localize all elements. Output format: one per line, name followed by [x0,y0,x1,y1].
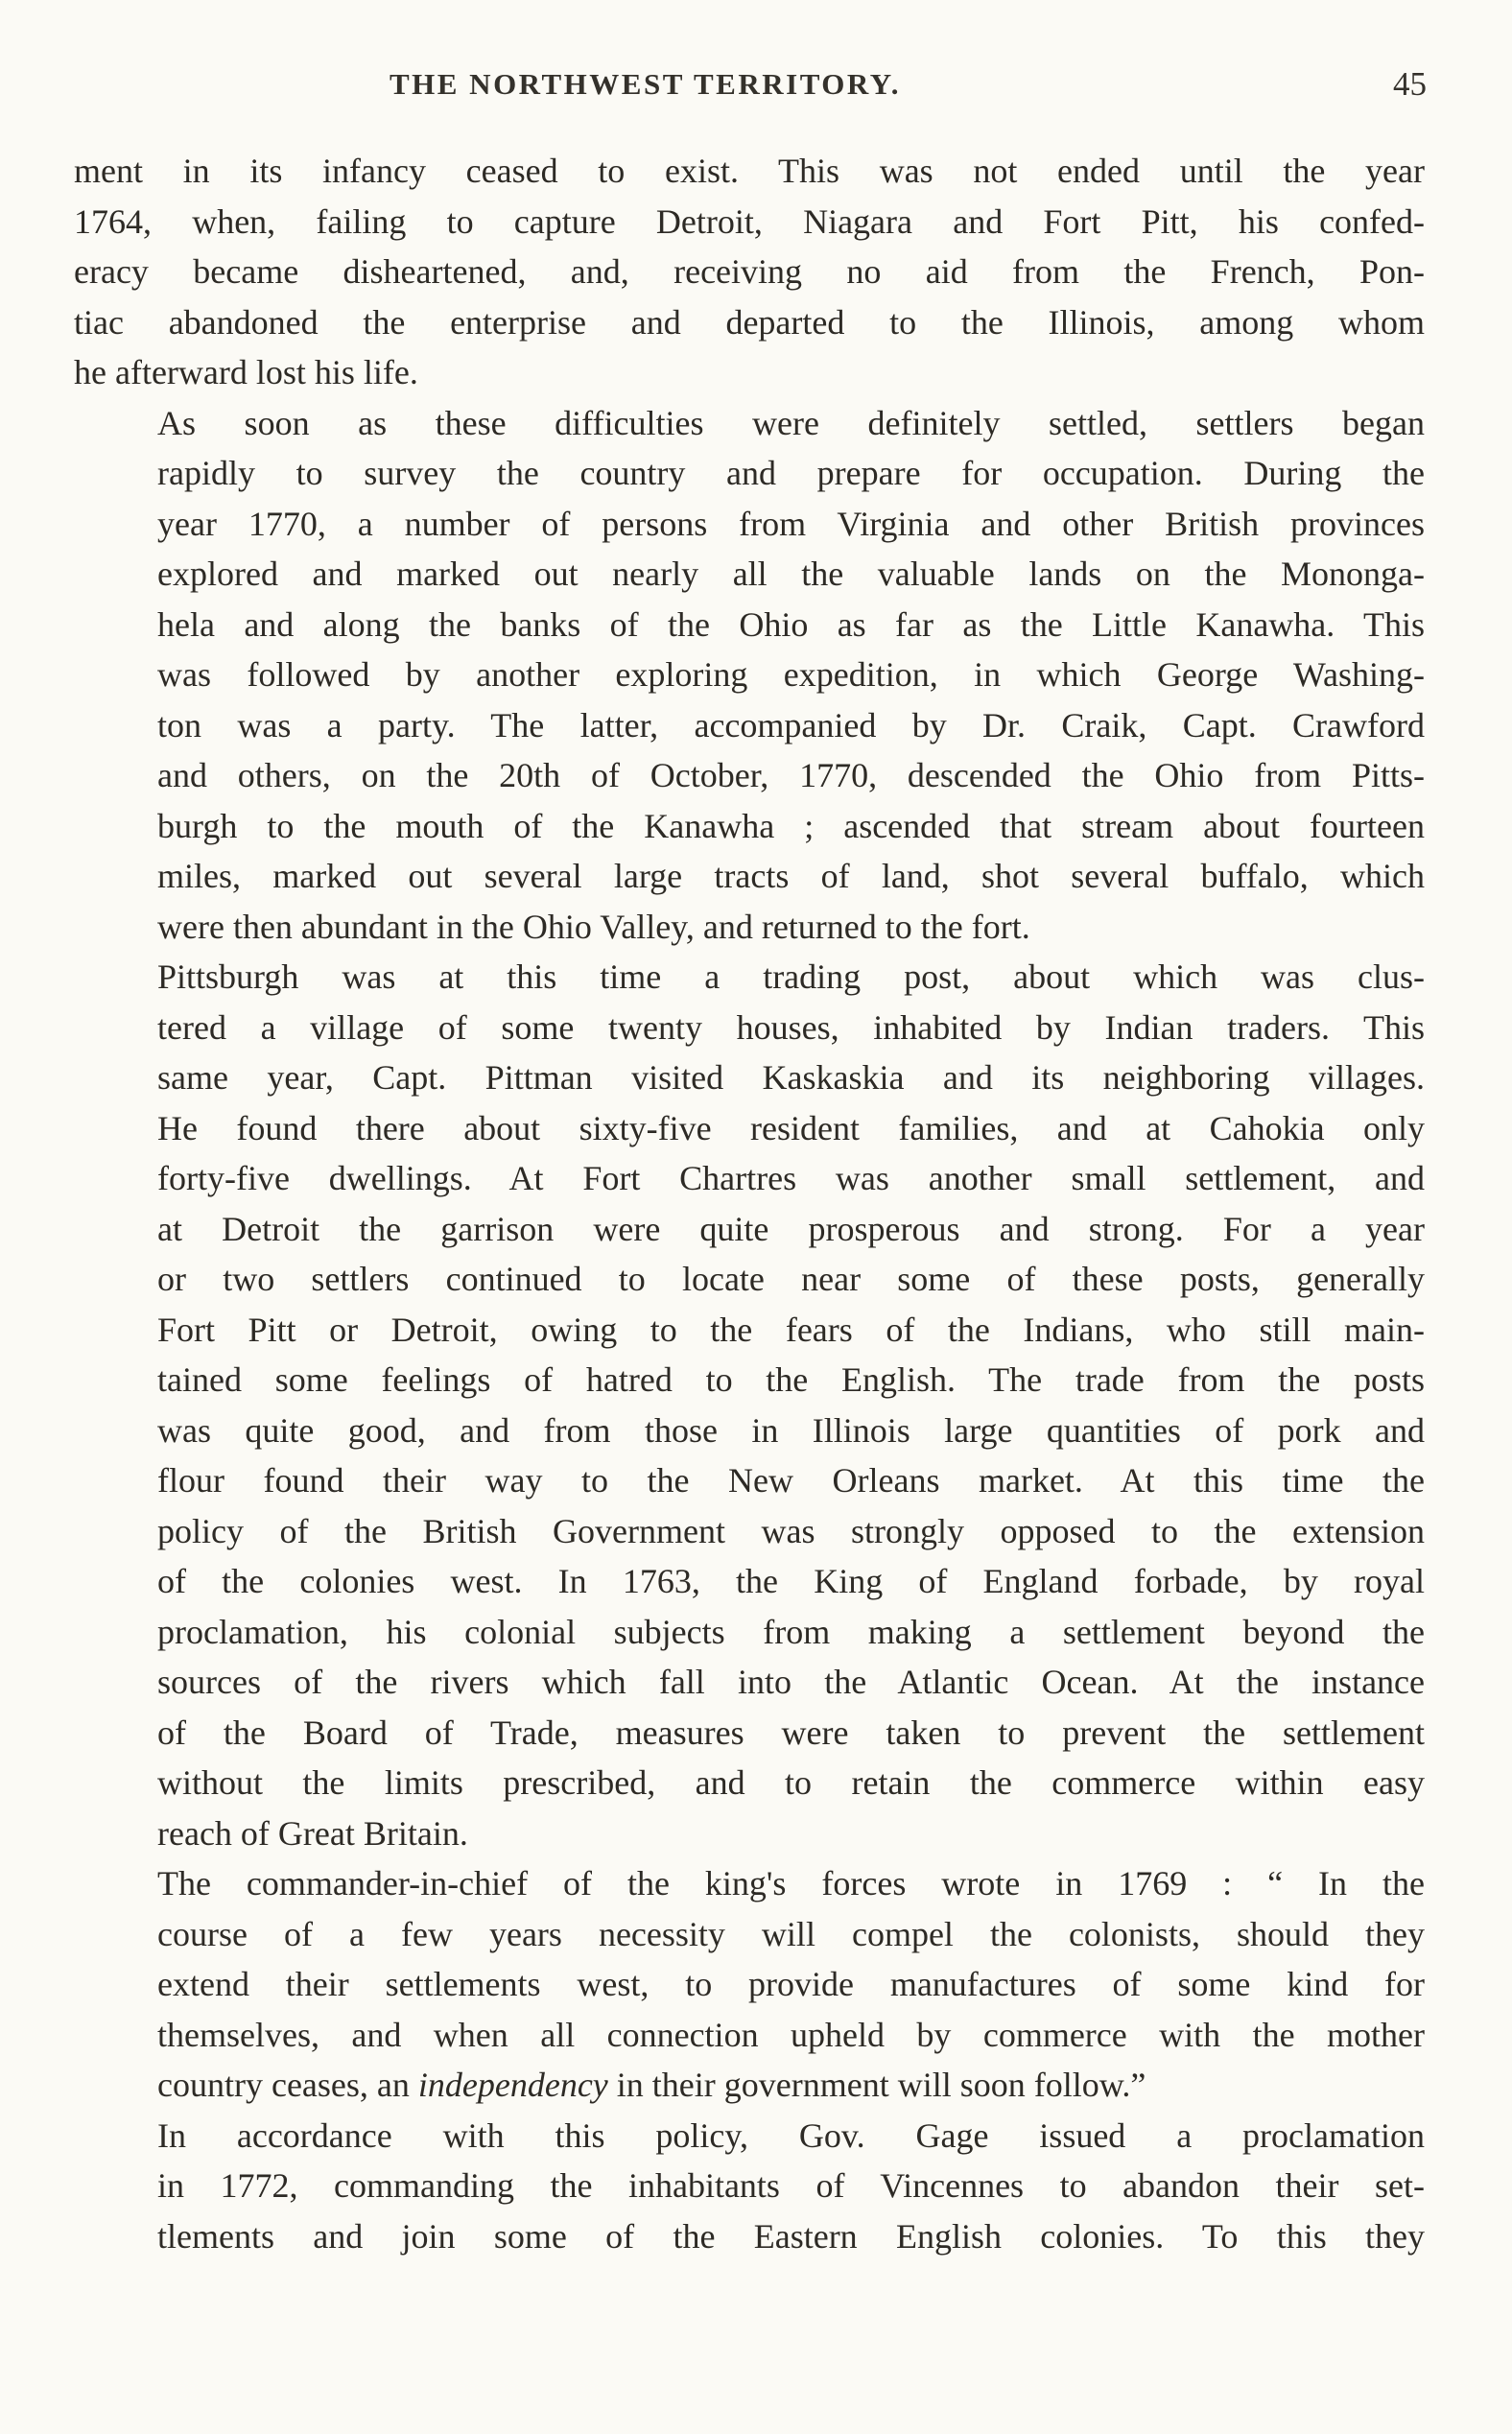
text-line-with-emphasis [74,2060,1425,2111]
text-line: at Detroit the garrison were quite prosperous and strong. For a year [157,1209,1425,1248]
text-line: flour found their way to the New Orleans market. At this time the [157,1461,1425,1500]
text-line: ment in its infancy ceased to exist. This was not ended until the year [74,152,1425,190]
text-line: miles, marked out several large tracts of land, shot several buffalo, which [157,857,1425,895]
text-line: hela and along the banks of the Ohio as far as the Little Kanawha. This [157,604,1425,644]
paragraph-5 [74,2111,1425,2262]
text-line: Pittsburgh was at this time a trading post, about which was clus- [157,957,1425,996]
running-header [0,65,1512,113]
text-line: tiac abandoned the enterprise and departed to the Illinois, among whom [74,302,1425,342]
page-number: 45 [1393,65,1427,103]
paragraph-3 [74,952,1425,1858]
text-line: policy of the British Government was strongly opposed to the extension [157,1511,1425,1550]
text-line: themselves, and when all connection upheld by commerce with the mother [157,2015,1425,2054]
text-line: forty-five dwellings. At Fort Chartres was another small settlement, and [157,1159,1425,1197]
text-line: or two settlers continued to locate near some of these posts, generally [157,1260,1425,1298]
text-line: was followed by another exploring expedition, in which George Washing- [157,655,1425,694]
text-line: In accordance with this policy, Gov. Gage issued a proclamation [157,2115,1425,2155]
paragraph-4 [74,1858,1425,2111]
text-line: of the colonies west. In 1763, the King of England forbade, by royal [157,1562,1425,1600]
text-line: He found there about sixty-five resident families, and at Cahokia only [157,1108,1425,1147]
text-line: rapidly to survey the country and prepare for occupation. During the [157,454,1425,492]
line-text-after: in their government will soon follow.” [607,2066,1146,2104]
text-line: 1764, when, failing to capture Detroit, Niagara and Fort Pitt, his confed- [74,201,1425,241]
text-line: ton was a party. The latter, accompanied by Dr. Craik, Capt. Crawford [157,705,1425,744]
text-line: and others, on the 20th of October, 1770, descended the Ohio from Pitts- [157,756,1425,794]
text-line: extend their settlements west, to provide manufactures of some kind for [157,1965,1425,2003]
body-text [74,146,1425,2261]
text-line: tained some feelings of hatred to the English. The trade from the posts [157,1360,1425,1399]
text-line: sources of the rivers which fall into the Atlantic Ocean. At the instance [157,1663,1425,1701]
text-line: As soon as these difficulties were definitely settled, settlers began [157,403,1425,442]
line-text-before: country ceases, an [157,2066,418,2104]
text-line: same year, Capt. Pittman visited Kaskaskia and its neighboring villages. [157,1058,1425,1097]
text-line: reach of Great Britain. [157,1813,468,1853]
text-line: he afterward lost his life. [74,353,418,391]
text-line: eracy became disheartened, and, receiving no aid from the French, Pon- [74,252,1425,291]
text-line: were then abundant in the Ohio Valley, and returned to the fort. [157,907,1030,946]
text-line: year 1770, a number of persons from Virginia and other British provinces [157,504,1425,543]
text-line: Fort Pitt or Detroit, owing to the fears of the Indians, who still main- [157,1310,1425,1349]
text-line: explored and marked out nearly all the valuable lands on the Mononga- [157,555,1425,593]
text-line: tlements and join some of the Eastern English colonies. To this they [157,2216,1425,2256]
text-line: burgh to the mouth of the Kanawha ; ascended that stream about fourteen [157,806,1425,845]
running-title: THE NORTHWEST TERRITORY. [389,67,902,101]
paragraph-1 [74,146,1425,398]
text-line: proclamation, his colonial subjects from making a settlement beyond the [157,1612,1425,1651]
text-line: course of a few years necessity will compel the colonists, should they [157,1914,1425,1953]
text-line: The commander-in-chief of the king's forces wrote in 1769 : “ In the [157,1864,1425,1902]
paragraph-2 [74,398,1425,953]
text-line: of the Board of Trade, measures were taken to prevent the settlement [157,1713,1425,1752]
text-line: without the limits prescribed, and to retain the commerce within easy [157,1763,1425,1802]
text-line: was quite good, and from those in Illinois large quantities of pork and [157,1410,1425,1450]
italic-word: independency [417,2066,608,2104]
text-line: in 1772, commanding the inhabitants of Vincennes to abandon their set- [157,2166,1425,2205]
text-line: tered a village of some twenty houses, inhabited by Indian traders. This [157,1007,1425,1047]
